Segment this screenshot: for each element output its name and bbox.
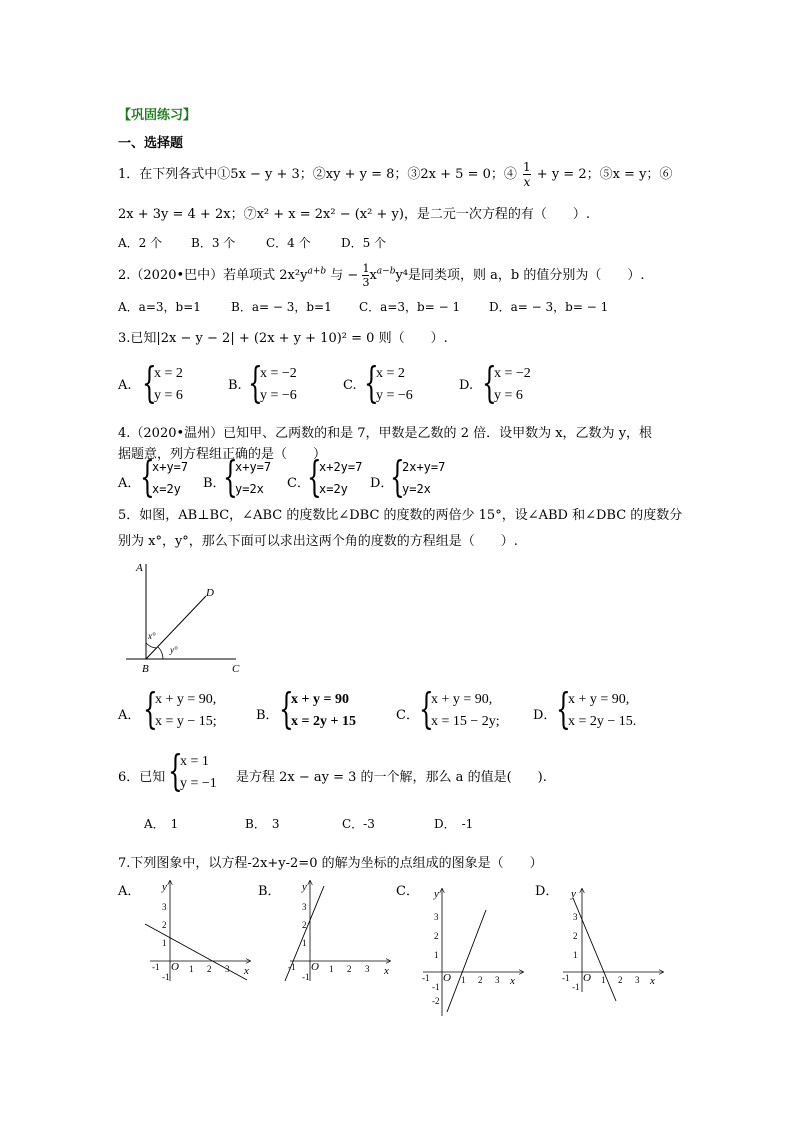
q4-c-eq2: x=2y [319,482,348,496]
q6-option-c[interactable]: C．-3 [342,817,375,831]
q5-label-b[interactable]: B． [256,708,279,723]
q6-eq2: y = −1 [180,776,217,791]
tick-x-2: 2 [207,964,212,974]
q7-graph-c[interactable] [418,884,533,1019]
q7-label-b[interactable]: B． [258,884,281,899]
label-y-deg: y° [170,645,178,655]
q2-option-d[interactable]: D．a= − 3，b= − 1 [489,300,609,314]
origin-label: O [443,972,451,984]
q3-b-eq1: x = −2 [260,366,297,381]
q7-graph-a[interactable] [140,876,255,988]
q4-a-eq1: x+y=7 [152,460,189,474]
q3-c-eq2: y = −6 [376,388,413,403]
q2-text-a: 2.（2020•巴中）若单项式 2x²y [118,268,308,283]
q7-label-c[interactable]: C． [396,884,419,899]
origin-label: O [311,961,319,973]
tick-y-1: 1 [162,938,167,948]
q6-eq1: x = 1 [180,754,209,769]
label-x-deg: x° [148,631,156,641]
q2-sup2: a−b [376,266,396,277]
label-b: B [142,663,149,675]
q2-stem [118,262,644,289]
q5-label-a[interactable]: A． [118,708,141,723]
q2-frac-den: 3 [362,276,370,289]
q3-a-eq1: x = 2 [154,366,183,381]
q4-label-a[interactable]: A． [118,476,141,491]
graph-line [447,910,486,1012]
tick-y-2: 2 [573,931,578,941]
tick-x-neg1: -1 [422,973,430,983]
tick-x-2: 2 [478,975,483,985]
x-label: x [244,965,249,977]
q4-b-eq2: y=2x [235,482,264,496]
q5-line1: 5．如图，AB⊥BC，∠ABC 的度数比∠DBC 的度数的两倍少 15°，设∠ABD 和∠DBC 的度数分 [118,508,683,523]
q1-frac-den: x [523,175,531,189]
q4-label-d[interactable]: D． [370,476,394,491]
tick-y-2: 2 [434,931,439,941]
q3-label-b[interactable]: B. [228,378,242,393]
q4-d-eq1: 2x+y=7 [402,460,446,474]
label-d: D [206,587,214,599]
origin-label: O [171,961,179,973]
tick-y-3: 3 [302,902,307,912]
q7-graph-d[interactable] [558,884,673,1004]
graph-line [145,924,247,980]
q1-option-c[interactable]: C．4 个 [266,236,311,250]
q5-c-eq2: x = 15 − 2y; [431,714,500,729]
q2-frac-num: 1 [362,262,370,275]
arc-x [146,643,157,648]
y-label: y [434,888,439,900]
q2-option-c[interactable]: C．a=3，b= − 1 [359,300,461,314]
q3-d-eq2: y = 6 [494,388,523,403]
q2-option-a[interactable]: A．a=3，b=1 [118,300,201,314]
q4-line2: 据题意，列方程组正确的是（ ） [118,447,327,462]
q5-angle-figure [118,556,248,680]
tick-x-neg1: -1 [152,962,160,972]
tick-y-3: 3 [162,902,167,912]
x-label: x [510,975,515,987]
q6-option-b[interactable]: B． 3 [245,817,280,831]
q1-option-d[interactable]: D．5 个 [341,236,387,250]
q2-sup1: a+b [307,266,327,277]
q7-stem: 7.下列图象中，以方程-2x+y-2=0 的解为坐标的点组成的图象是（ ） [118,856,543,871]
q5-d-eq1: x + y = 90, [568,692,630,707]
q1-text-a: 1．在下列各式中①5x − y + 3；②xy + y = 8；③2x + 5 = 0；④ [118,167,517,182]
q1-frac-num: 1 [523,160,531,174]
q3-b-eq2: y = −6 [260,388,297,403]
q3-label-c[interactable]: C. [343,378,357,393]
tick-y-neg1: -1 [432,982,440,992]
q2-text-b: 与 − [330,268,359,283]
q5-b-eq2: x = 2y + 15 [291,714,356,729]
q3-a-eq2: y = 6 [154,388,183,403]
tick-y-2: 2 [162,920,167,930]
q3-label-a[interactable]: A. [118,378,132,393]
tick-x-3: 3 [225,964,230,974]
tick-x-neg1: -1 [288,962,296,972]
label-a: A [136,562,143,574]
q4-label-b[interactable]: B． [203,476,226,491]
q5-label-c[interactable]: C． [396,708,419,723]
q7-label-a[interactable]: A． [118,884,141,899]
q4-line1: 4.（2020•温州）已知甲、乙两数的和是 7，甲数是乙数的 2 倍．设甲数为 x，乙数为 y，根 [118,426,653,441]
y-label: y [302,881,307,893]
q5-line2: 别为 x°，y°，那么下面可以求出这两个角的度数的方程组是（ ）. [118,534,518,549]
q5-d-eq2: x = 2y − 15. [568,714,637,729]
q5-label-d[interactable]: D． [533,708,557,723]
q5-a-eq2: x = y − 15; [155,714,217,729]
q4-c-eq1: x+2y=7 [319,460,363,474]
q5-c-eq1: x + y = 90, [431,692,493,707]
q6-suffix: 是方程 2x − ay = 3 的一个解，那么 a 的值是( ). [236,770,547,785]
q1-text-b: + y = 2；⑤x = y；⑥ [536,167,673,182]
q2-text-c: x [369,268,377,283]
x-label: x [650,975,655,987]
q1-line2: 2x + 3y = 4 + 2x；⑦x² + x = 2x² − (x² + y)，是二元一次方程的有（ ）. [118,207,591,222]
tick-y-neg2: -2 [432,996,440,1006]
q3-label-d[interactable]: D. [459,378,474,393]
q3-c-eq1: x = 2 [376,366,405,381]
q5-a-eq1: x + y = 90, [155,692,217,707]
tick-x-1: 1 [601,975,606,985]
section-bracket-title: 【巩固练习】 [118,108,197,123]
tick-y-1: 1 [573,950,578,960]
q1-option-a[interactable]: A．2 个 [118,236,163,250]
arc-y [158,647,163,659]
label-c: C [232,663,240,675]
origin-label: O [583,972,591,984]
q2-option-b[interactable]: B．a= − 3，b=1 [231,300,332,314]
tick-x-neg1: -1 [562,973,570,983]
q4-label-c[interactable]: C． [287,476,310,491]
q3-stem: 3.已知|2x − y − 2| + (2x + y + 10)² = 0 则（ ）. [118,331,448,346]
q6-option-d[interactable]: D． -1 [434,817,474,831]
q7-label-d[interactable]: D． [535,884,559,899]
tick-y-neg1: -1 [302,972,310,982]
q2-text-d: y⁴是同类项，则 a，b 的值分别为（ ）. [395,268,645,283]
tick-x-2: 2 [618,975,623,985]
tick-y-1: 1 [302,938,307,948]
y-label: y [162,881,167,893]
q4-b-eq1: x+y=7 [235,460,272,474]
tick-x-1: 1 [189,964,194,974]
tick-x-3: 3 [495,975,500,985]
q4-d-eq2: y=2x [402,482,431,496]
tick-x-1: 1 [461,975,466,985]
tick-y-neg1: -1 [572,982,580,992]
tick-y-neg1: -1 [162,972,170,982]
q6-prefix: 6．已知 [118,770,166,785]
tick-x-3: 3 [365,964,370,974]
q5-b-eq1: x + y = 90 [291,692,349,707]
tick-x-2: 2 [347,964,352,974]
q1-line1 [118,160,672,189]
tick-y-1: 1 [434,950,439,960]
q3-d-eq1: x = −2 [494,366,531,381]
tick-y-3: 3 [573,912,578,922]
section-title: 一、选择题 [118,136,184,151]
tick-x-3: 3 [635,975,640,985]
tick-y-2: 2 [302,920,307,930]
q4-a-eq2: x=2y [152,482,181,496]
q1-option-b[interactable]: B．3 个 [191,236,236,250]
tick-y-3: 3 [434,912,439,922]
q6-option-a[interactable]: A． 1 [144,817,179,831]
x-label: x [384,965,389,977]
q7-graph-b[interactable] [280,876,395,988]
y-label: y [571,888,576,900]
tick-x-1: 1 [329,964,334,974]
